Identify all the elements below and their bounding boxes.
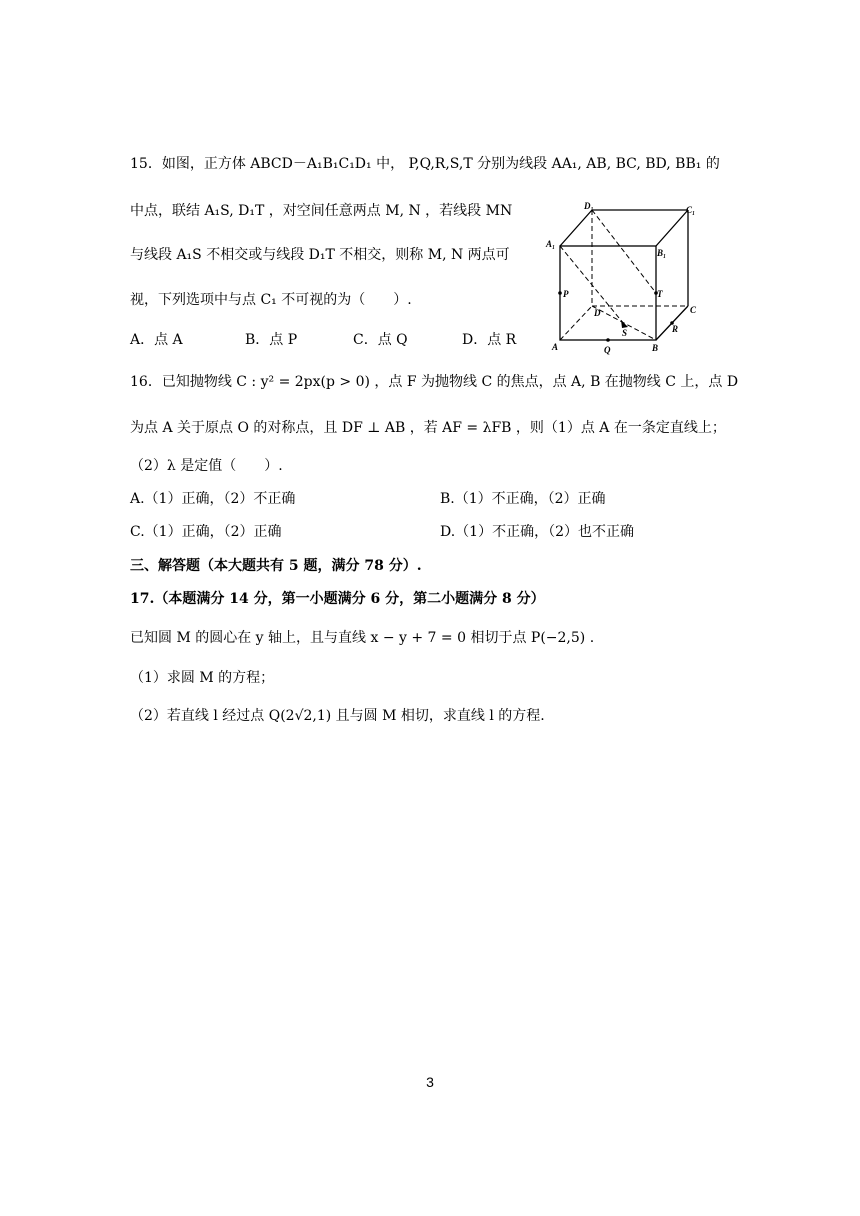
q16-option-b: B.（1）不正确，（2）正确	[440, 491, 606, 507]
q17-part-1: （1）求圆 M 的方程；	[130, 670, 275, 686]
label-b: B	[652, 343, 659, 353]
q17-heading: 17.（本题满分 14 分，第一小题满分 6 分，第二小题满分 8 分）	[130, 591, 545, 607]
q17-part-2: （2）若直线 l 经过点 Q(2√2,1) 且与圆 M 相切，求直线 l 的方程.	[130, 708, 545, 724]
q15-line-4: 视，下列选项中与点 C₁ 不可视的为（ ）.	[130, 292, 412, 308]
label-b1: B₁	[657, 248, 667, 258]
page-number: 3	[426, 1074, 434, 1090]
label-a1: A₁	[546, 239, 556, 249]
label-p: P	[563, 289, 569, 299]
label-r: R	[672, 324, 679, 334]
q15-option-a: A．点 A	[130, 332, 183, 348]
q16-line-2: 为点 A 关于原点 O 的对称点，且 DF ⊥ AB ，若 AF = λFB ，则（1）点 A 在一条定直线上；	[130, 420, 726, 436]
label-c: C	[690, 305, 697, 315]
label-d: D	[594, 308, 601, 318]
label-c1: C₁	[686, 205, 696, 215]
q15-option-b: B．点 P	[245, 332, 298, 348]
q15-option-c: C．点 Q	[353, 332, 408, 348]
label-d1: D₁	[584, 201, 594, 211]
label-q: Q	[604, 345, 611, 355]
q15-option-d: D．点 R	[462, 332, 517, 348]
label-t: T	[657, 289, 663, 299]
q16-option-a: A.（1）正确，（2）不正确	[130, 491, 296, 507]
q16-option-c: C.（1）正确，（2）正确	[130, 524, 282, 540]
label-s: S	[622, 328, 628, 338]
q17-line-1: 已知圆 M 的圆心在 y 轴上，且与直线 x − y + 7 = 0 相切于点 P(−2,5) .	[130, 630, 595, 646]
label-a: A	[552, 342, 559, 352]
q15-line-2: 中点，联结 A₁S, D₁T ，对空间任意两点 M, N ，若线段 MN	[130, 203, 513, 219]
q15-line-3: 与线段 A₁S 不相交或与线段 D₁T 不相交，则称 M, N 两点可	[130, 247, 510, 263]
q16-line-3: （2）λ 是定值（ ）.	[130, 458, 283, 474]
q16-line-1: 16．已知抛物线 C : y² = 2px(p > 0) ，点 F 为抛物线 C 的焦点，点 A, B 在抛物线 C 上，点 D	[130, 374, 739, 390]
section-heading: 三、解答题（本大题共有 5 题，满分 78 分）.	[130, 558, 422, 574]
q15-line-1: 15．如图，正方体 ABCD－A₁B₁C₁D₁ 中， P,Q,R,S,T 分别为线段 AA₁, AB, BC, BD, BB₁ 的	[130, 156, 720, 172]
cube-figure	[542, 198, 702, 358]
q16-option-d: D.（1）不正确，（2）也不正确	[440, 524, 634, 540]
